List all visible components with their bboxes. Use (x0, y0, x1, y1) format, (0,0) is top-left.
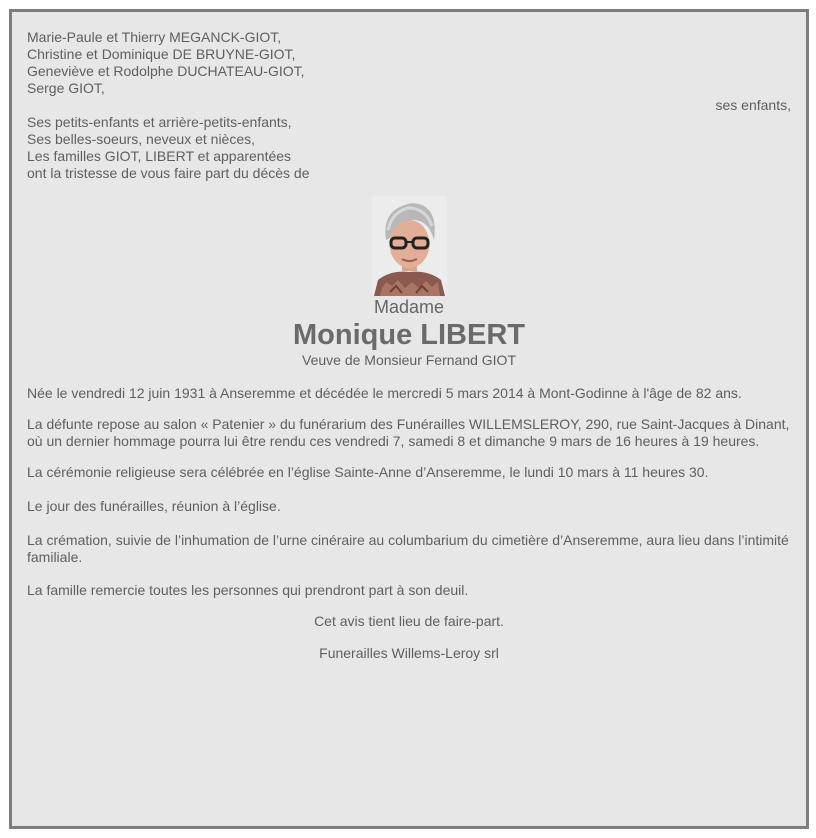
family-line: Geneviève et Rodolphe DUCHATEAU-GIOT, (27, 63, 305, 79)
notice-text: Cet avis tient lieu de faire-part. (314, 613, 504, 629)
obituary-frame (9, 9, 809, 829)
deceased-portrait-photo (372, 196, 447, 296)
thanks-text: La famille remercie toutes les personnes qui prendront part à son deuil. (27, 582, 469, 598)
children-label: ses enfants, (715, 97, 791, 113)
honorific-title: Madame (373, 297, 445, 317)
meeting-text: Le jour des funérailles, réunion à l’église. (27, 498, 281, 514)
in-laws-line: Ses belles-soeurs, neveux et nièces, (27, 131, 256, 147)
family-line: Marie-Paule et Thierry MEGANCK-GIOT, (27, 29, 282, 45)
announcement-line: ont la tristesse de vous faire part du décès de (27, 165, 310, 181)
photo-container (27, 196, 791, 296)
rest-location-text: La défunte repose au salon « Patenier » du funérarium des Funérailles WILLEMSLEROY, 290, rue Saint-Jacques à Dinant, où un dernier hommage pourra lui être rendu ces vendredi 7, samedi 8 et dimanche 9 mars de 16 heures à 19 heures. (27, 416, 790, 449)
obituary-content (27, 29, 791, 662)
ceremony-text: La cérémonie religieuse sera célébrée en l’église Sainte-Anne d’Anseremme, le lundi 10 mars à 11 heures 30. (27, 464, 709, 480)
cremation-text: La crémation, suivie de l’inhumation de l’urne cinéraire au columbarium du cimetière d’Anseremme, aura lieu dans l’intimité familiale. (27, 532, 789, 565)
family-line: Serge GIOT, (27, 80, 105, 96)
funeral-home-text: Funerailles Willems-Leroy srl (319, 645, 499, 661)
families-line: Les familles GIOT, LIBERT et apparentées (27, 148, 292, 164)
deceased-name: Monique LIBERT (293, 319, 525, 351)
family-names (27, 29, 791, 97)
family-line: Christine et Dominique DE BRUYNE-GIOT, (27, 46, 296, 62)
widow-of-line: Veuve de Monsieur Fernand GIOT (302, 352, 516, 368)
grandchildren-line: Ses petits-enfants et arrière-petits-enfants, (27, 114, 292, 130)
birth-death-text: Née le vendredi 12 juin 1931 à Anseremme et décédée le mercredi 5 mars 2014 à Mont-Godinne à l'âge de 82 ans. (27, 385, 742, 401)
